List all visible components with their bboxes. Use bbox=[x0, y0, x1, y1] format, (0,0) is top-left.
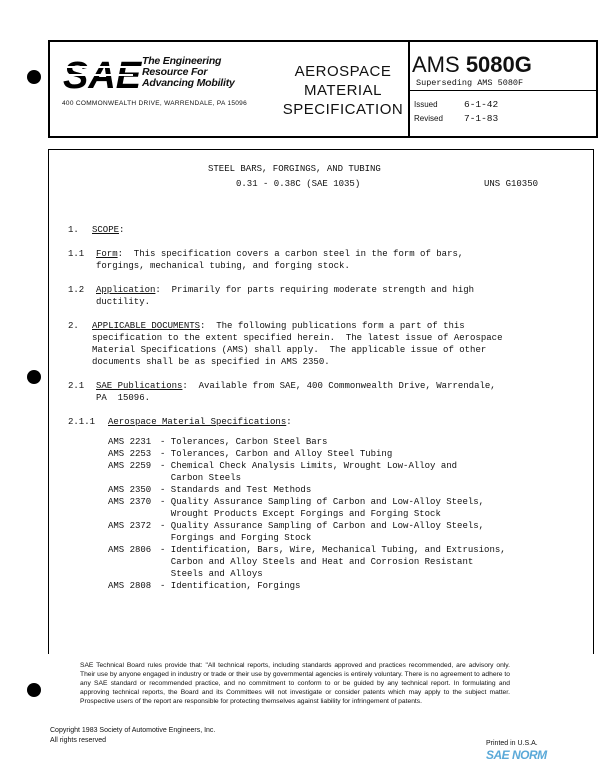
ams-list-description: Carbon and Alloy Steels and Heat and Corrosion Resistant bbox=[160, 557, 474, 567]
section-1-1-text-cont: forgings, mechanical tubing, and forging stock. bbox=[96, 261, 350, 271]
ams-list-description: - Identification, Forgings bbox=[160, 581, 301, 591]
superseding-note: Superseding AMS 5080F bbox=[416, 78, 524, 88]
section-1-1-text: Form: This specification covers a carbon steel in the form of bars, bbox=[96, 249, 464, 259]
ams-list-code: AMS 2253 bbox=[108, 449, 152, 459]
ams-list-code: AMS 2231 bbox=[108, 437, 152, 447]
sae-technical-board-note: SAE Technical Board rules provide that: "All technical reports, including standards approved and practices recommended, are advisory only. Their use by anyone engaged in industry or trade or their use by governmental agencies is entirely voluntary. There is no agreement to adhere to any SAE standard or recommended practice, and no commitment to conform to or be guided by any technical report. In formulating and approving technical reports, the Board and its Committees will not investigate or consider patents which may apply to the subject matter. Prospective users of the report are responsible for protecting themselves against liability for infringement of patents. bbox=[80, 662, 510, 705]
revised-date: 7-1-83 bbox=[464, 113, 499, 124]
punch-hole-top bbox=[27, 70, 41, 84]
ams-list-code: AMS 2372 bbox=[108, 521, 152, 531]
section-2-text-line-4: documents shall be as specified in AMS 2350. bbox=[92, 357, 330, 367]
ams-list-description: - Identification, Bars, Wire, Mechanical Tubing, and Extrusions, bbox=[160, 545, 506, 555]
section-1-number: 1. bbox=[68, 225, 79, 235]
section-1-2-text: Application: Primarily for parts requiring moderate strength and high bbox=[96, 285, 475, 295]
rights-line: All rights reserved bbox=[50, 737, 107, 744]
ams-list-description: - Quality Assurance Sampling of Carbon and Low-Alloy Steels, bbox=[160, 497, 485, 507]
ams-number: 5080G bbox=[465, 52, 532, 77]
ams-designation bbox=[412, 52, 532, 78]
section-2-number: 2. bbox=[68, 321, 79, 331]
section-2-1-text-cont: PA 15096. bbox=[96, 393, 151, 403]
sae-address: 400 COMMONWEALTH DRIVE, WARRENDALE, PA 15096 bbox=[62, 100, 248, 107]
doc-title-line-2: 0.31 - 0.38C (SAE 1035) bbox=[236, 179, 361, 189]
tagline-line-3: Advancing Mobility bbox=[142, 77, 235, 89]
sae-logo bbox=[63, 54, 142, 97]
ams-list-description: - Chemical Check Analysis Limits, Wrought Low-Alloy and bbox=[160, 461, 458, 471]
ams-list-code: AMS 2350 bbox=[108, 485, 152, 495]
ams-list-code: AMS 2259 bbox=[108, 461, 152, 471]
printed-in: Printed in U.S.A. bbox=[486, 740, 538, 747]
section-2-1-text: SAE Publications: Available from SAE, 400 Commonwealth Drive, Warrendale, bbox=[96, 381, 496, 391]
issued-label: Issued bbox=[414, 100, 438, 109]
ams-list-code: AMS 2370 bbox=[108, 497, 152, 507]
section-2-text: APPLICABLE DOCUMENTS: The following publications form a part of this bbox=[92, 321, 465, 331]
ams-list-description: Carbon Steels bbox=[160, 473, 242, 483]
section-2-1-1-number: 2.1.1 bbox=[68, 417, 96, 427]
tagline-line-1: The Engineering bbox=[142, 55, 222, 67]
section-1-2-number: 1.2 bbox=[68, 285, 85, 295]
sae-norm-watermark: SAE NORM bbox=[486, 748, 547, 762]
spec-title-line-3: SPECIFICATION bbox=[282, 101, 404, 118]
uns-designation: UNS G10350 bbox=[484, 179, 539, 189]
ams-list-code: AMS 2808 bbox=[108, 581, 152, 591]
ams-list-description: - Tolerances, Carbon Steel Bars bbox=[160, 437, 328, 447]
sae-logo-text: SAE bbox=[63, 55, 142, 97]
spec-title-line-1: AEROSPACE bbox=[294, 63, 392, 80]
issued-date: 6-1-42 bbox=[464, 99, 499, 110]
section-1-1-number: 1.1 bbox=[68, 249, 85, 259]
section-2-1-number: 2.1 bbox=[68, 381, 85, 391]
section-2-text-line-2: specification to the extent specified herein. The latest issue of Aerospace bbox=[92, 333, 503, 343]
ams-list-description: Wrought Products Except Forgings and Forging Stock bbox=[160, 509, 441, 519]
spec-title-line-2: MATERIAL bbox=[304, 82, 382, 99]
section-1-2-text-cont: ductility. bbox=[96, 297, 151, 307]
ams-prefix: AMS bbox=[412, 52, 460, 77]
copyright-line: Copyright 1983 Society of Automotive Engineers, Inc. bbox=[50, 727, 216, 734]
punch-hole-bottom bbox=[27, 683, 41, 697]
punch-hole-middle bbox=[27, 370, 41, 384]
ams-list-description: Steels and Alloys bbox=[160, 569, 263, 579]
section-1-heading: SCOPE: bbox=[92, 225, 125, 235]
ams-list-description: - Quality Assurance Sampling of Carbon and Low-Alloy Steels, bbox=[160, 521, 485, 531]
revised-label: Revised bbox=[414, 114, 443, 123]
ams-list-description: - Tolerances, Carbon and Alloy Steel Tubing bbox=[160, 449, 393, 459]
section-2-text-line-3: Material Specifications (AMS) shall apply. The applicable issue of other bbox=[92, 345, 487, 355]
ams-list-code: AMS 2806 bbox=[108, 545, 152, 555]
tagline-line-2: Resource For bbox=[142, 66, 208, 78]
ams-list-description: Forgings and Forging Stock bbox=[160, 533, 312, 543]
doc-title-line-1: STEEL BARS, FORGINGS, AND TUBING bbox=[208, 164, 381, 174]
ams-list-description: - Standards and Test Methods bbox=[160, 485, 312, 495]
copyright bbox=[50, 726, 215, 746]
section-2-1-1-heading: Aerospace Material Specifications: bbox=[108, 417, 292, 427]
document-header bbox=[48, 40, 598, 138]
